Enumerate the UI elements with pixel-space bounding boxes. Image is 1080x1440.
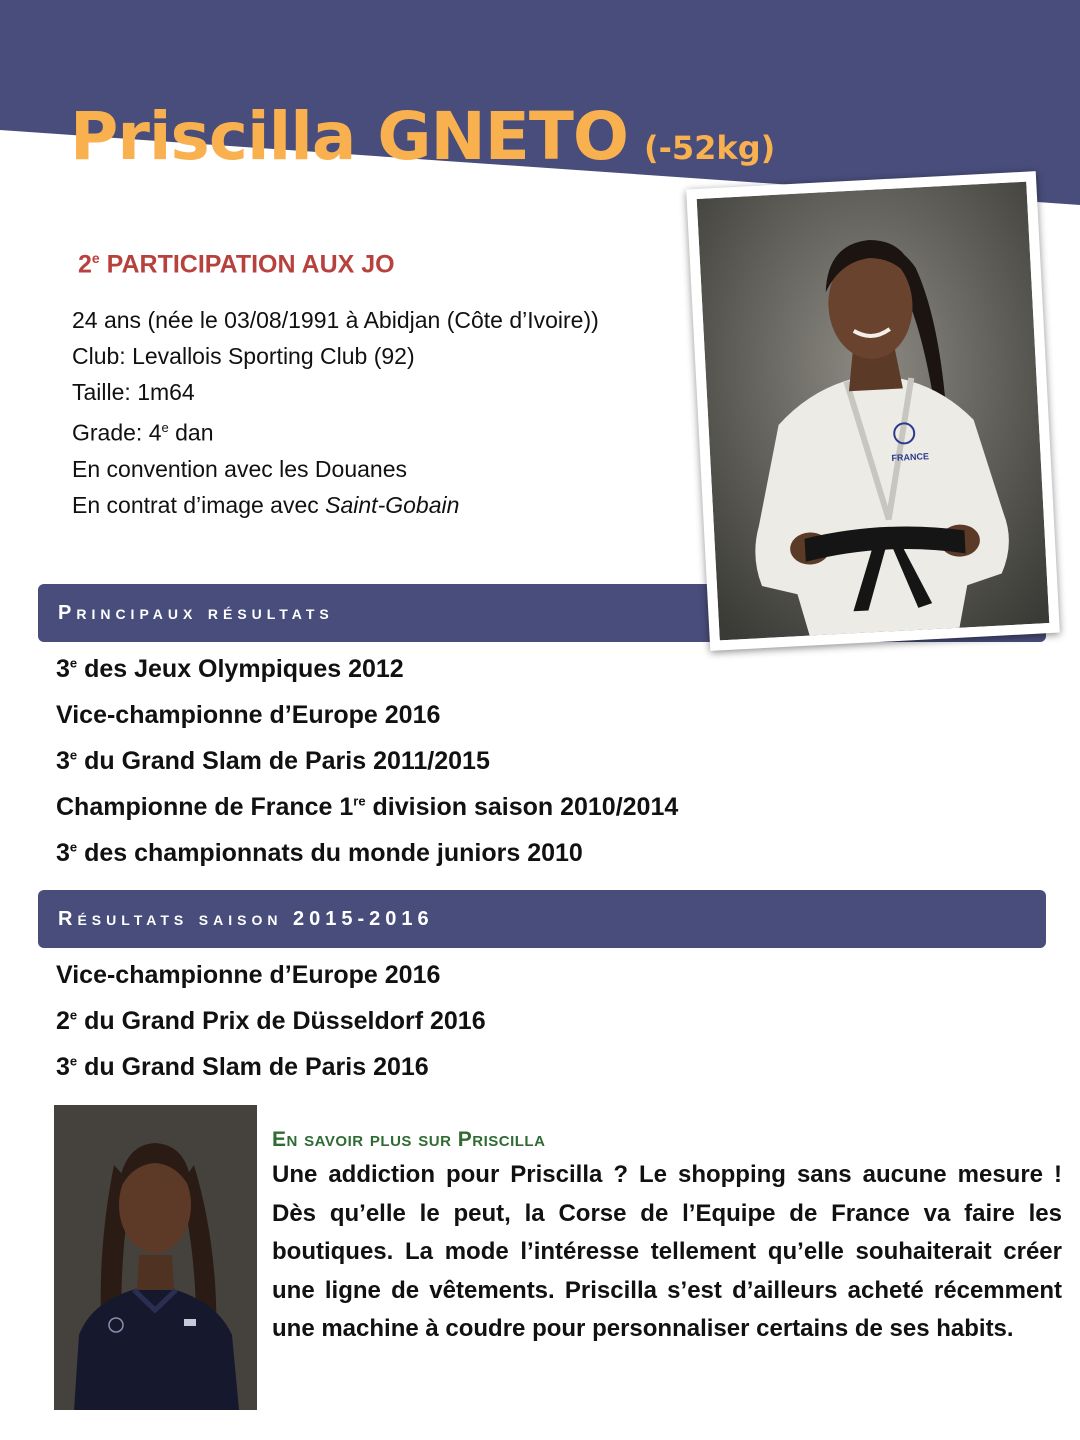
result-text: Vice-championne d’Europe 2016 (56, 701, 441, 729)
participation-number: 2 (78, 250, 92, 279)
weight-class: (-52kg) (643, 129, 776, 167)
result-text: 3 (56, 1053, 70, 1081)
athlete-name: Priscilla GNETO (70, 98, 628, 175)
bio-grade-prefix: Grade: 4 (72, 419, 162, 446)
more-about-section (272, 1128, 1062, 1349)
more-about-title: En savoir plus sur Priscilla (272, 1128, 546, 1151)
section-season-results-title: Résultats saison 2015-2016 (58, 907, 434, 930)
bio-age: 24 ans (née le 03/08/1991 à Abidjan (Côte d’Ivoire)) (72, 307, 599, 333)
main-result-item (56, 830, 678, 876)
result-sup: e (69, 1053, 78, 1069)
athlete-photo (686, 171, 1060, 651)
main-results-list (56, 646, 678, 876)
season-result-item (56, 1044, 486, 1090)
participation-heading (78, 250, 395, 279)
bio-club: Club: Levallois Sporting Club (92) (72, 343, 415, 369)
bio-contract-partner: Saint-Gobain (325, 491, 460, 518)
athlete-portrait (54, 1105, 257, 1410)
athlete-title (70, 98, 776, 175)
participation-suffix: e (91, 250, 100, 266)
season-result-item (56, 998, 486, 1044)
season-result-item (56, 952, 486, 998)
bio-height: Taille: 1m64 (72, 379, 195, 405)
main-result-item (56, 738, 678, 784)
main-result-item (56, 692, 678, 738)
bio-grade-rest: dan (168, 419, 214, 446)
result-text: 2 (56, 1007, 70, 1035)
result-text: 3 (56, 839, 70, 867)
bio-grade (72, 414, 632, 447)
gi-france-label: FRANCE (891, 451, 930, 464)
bio-grade-suffix: e (161, 420, 169, 435)
participation-text: PARTICIPATION AUX JO (106, 250, 395, 279)
result-text: Vice-championne d’Europe 2016 (56, 961, 441, 989)
result-text-post: du Grand Slam de Paris 2016 (77, 1053, 429, 1081)
result-sup: e (69, 839, 78, 855)
section-season-results (38, 890, 1046, 948)
result-sup: re (353, 793, 366, 809)
result-text-post: des Jeux Olympiques 2012 (77, 655, 404, 683)
main-result-item (56, 646, 678, 692)
result-text: 3 (56, 747, 70, 775)
result-text: 3 (56, 655, 70, 683)
result-text: Championne de France 1 (56, 793, 354, 821)
result-text-post: division saison 2010/2014 (365, 793, 679, 821)
result-text-post: du Grand Slam de Paris 2011/2015 (77, 747, 490, 775)
bio-contract (72, 491, 632, 519)
result-sup: e (69, 747, 78, 763)
bio-list (72, 306, 632, 527)
more-about-text: Une addiction pour Priscilla ? Le shopping sans aucune mesure ! Dès qu’elle le peut, la Corse de l’Equipe de France va faire les boutiques. La mode l’intéresse tellement qu’elle souhaiterait créer une ligne de vêtements. Priscilla s’est d’ailleurs acheté récemment une machine à coudre pour personnaliser certains de ses habits. (272, 1161, 1062, 1342)
bio-convention: En convention avec les Douanes (72, 455, 407, 482)
season-results-list (56, 952, 486, 1090)
result-text-post: du Grand Prix de Düsseldorf 2016 (77, 1007, 486, 1035)
result-sup: e (69, 655, 78, 671)
section-main-results-title: Principaux résultats (58, 601, 334, 624)
bio-contract-prefix: En contrat d’image avec (72, 491, 326, 518)
result-text-post: des championnats du monde juniors 2010 (77, 839, 583, 867)
result-sup: e (69, 1007, 78, 1023)
main-result-item (56, 784, 678, 830)
